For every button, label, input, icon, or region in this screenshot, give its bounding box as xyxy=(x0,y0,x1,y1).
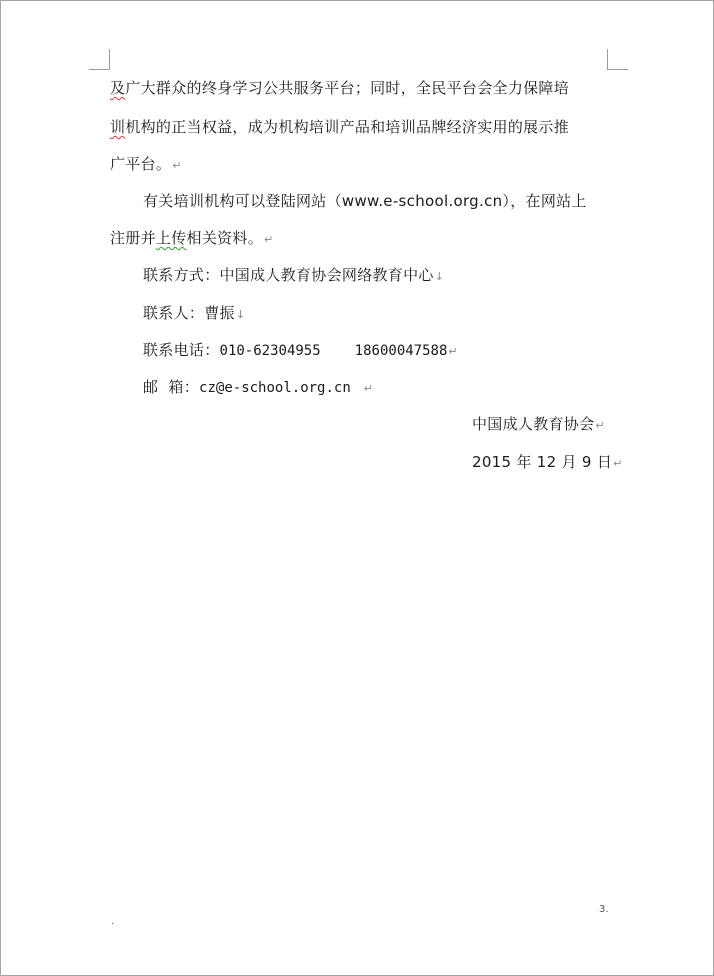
paragraph-2-line-2[interactable] xyxy=(110,228,274,250)
contact-method-text: 联系方式：中国成人教育协会网络教育中心 xyxy=(143,266,434,284)
grammar-check-word[interactable]: 上传 xyxy=(155,229,187,247)
contact-phone-label: 联系电话： xyxy=(143,341,220,359)
contact-person-text: 联系人：曹振 xyxy=(143,304,235,322)
paragraph-mark-icon: ↵ xyxy=(264,233,274,246)
contact-phone-2: 18600047588 xyxy=(354,343,448,359)
paragraph-1-line-3-text: 广平台。 xyxy=(110,155,172,173)
contact-phone-line[interactable] xyxy=(143,340,458,362)
signature-org-line[interactable] xyxy=(472,414,605,436)
contact-method-line[interactable] xyxy=(143,265,444,287)
footer-paragraph-mark: . xyxy=(111,917,114,927)
paragraph-2-line-1-text: 有关培训机构可以登陆网站（www.e-school.org.cn），在网站上 xyxy=(143,192,587,210)
crop-mark-top-left xyxy=(89,49,110,70)
paragraph-2-line-2-text-b: 相关资料。 xyxy=(186,229,264,247)
paragraph-mark-icon: ↵ xyxy=(363,382,374,395)
signature-org: 中国成人教育协会 xyxy=(472,415,595,433)
spellcheck-word-ji[interactable]: 及 xyxy=(110,79,126,97)
paragraph-1-line-3[interactable] xyxy=(110,154,182,176)
paragraph-mark-icon: ↵ xyxy=(448,345,458,358)
crop-mark-top-right xyxy=(607,49,628,70)
paragraph-mark-icon: ↵ xyxy=(595,419,605,432)
line-break-mark-icon: ↓ xyxy=(235,308,246,321)
paragraph-2-line-2-text-a: 注册并 xyxy=(110,229,156,247)
signature-date-line[interactable] xyxy=(472,452,623,474)
paragraph-2-line-1[interactable] xyxy=(143,191,587,211)
line-break-mark-icon: ↓ xyxy=(434,270,445,283)
paragraph-1-line-2-text: 机构的正当权益，成为机构培训产品和培训品牌经济实用的展示推 xyxy=(125,118,570,136)
email-line[interactable] xyxy=(143,377,373,399)
signature-date: 2015 年 12 月 9 日 xyxy=(472,453,613,471)
paragraph-mark-icon: ↵ xyxy=(172,159,182,172)
paragraph-1-line-2[interactable] xyxy=(110,117,569,137)
contact-person-line[interactable] xyxy=(143,303,245,325)
spellcheck-word-xun[interactable]: 训 xyxy=(110,118,126,136)
page-number: 3. xyxy=(599,904,609,915)
email-address: cz@e-school.org.cn xyxy=(199,380,351,396)
email-label: 邮 箱： xyxy=(143,378,200,396)
contact-phone-1: 010-62304955 xyxy=(219,343,321,359)
paragraph-1-line-1[interactable]: 及广大群众的终身学习公共服务平台；同时，全民平台会全力保障培 xyxy=(110,79,570,97)
paragraph-mark-icon: ↵ xyxy=(613,457,623,470)
